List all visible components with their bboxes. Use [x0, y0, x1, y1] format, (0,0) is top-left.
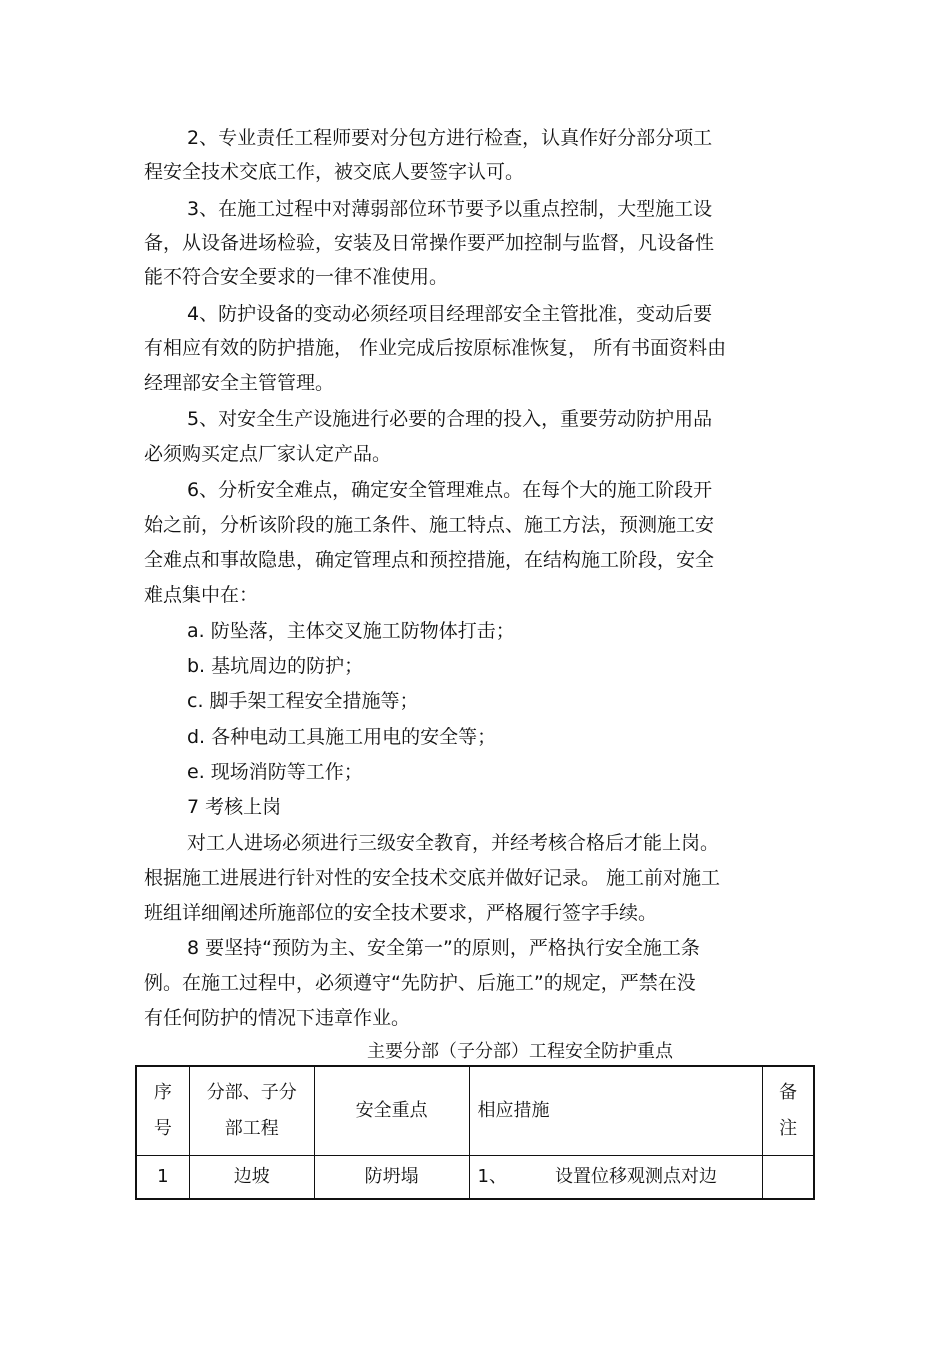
section-heading: 7 考核上岗: [187, 796, 282, 818]
table-caption: 主要分部（子分部）工程安全防护重点: [367, 1041, 673, 1062]
list-item: b. 基坑周边的防护；: [187, 655, 364, 677]
paragraph-line: 根据施工进展进行针对性的安全技术交底并做好记录。 施工前对施工: [144, 867, 721, 889]
paragraph-line: 全难点和事故隐患，确定管理点和预控措施，在结构施工阶段，安全: [144, 549, 715, 571]
list-item: e. 现场消防等工作；: [187, 761, 363, 783]
paragraph-line: 必须购买定点厂家认定产品。: [144, 443, 392, 465]
header-note: 备 注: [763, 1066, 814, 1156]
paragraph-line: 4、防护设备的变动必须经项目经理部安全主管批准，变动后要: [187, 303, 713, 325]
header-part: 分部、子分 部工程: [189, 1066, 314, 1156]
header-seq: 序 号: [136, 1066, 189, 1156]
paragraph-line: 有任何防护的情况下违章作业。: [144, 1007, 411, 1029]
paragraph-line: 始之前，分析该阶段的施工条件、施工特点、施工方法，预测施工安: [144, 514, 715, 536]
paragraph-line: 程安全技术交底工作，被交底人要签字认可。: [144, 161, 525, 183]
table-header-row: [136, 1066, 814, 1156]
cell-part: 边坡: [189, 1156, 314, 1200]
header-focus: 安全重点: [314, 1066, 469, 1156]
cell-focus: 防坍塌: [314, 1156, 469, 1200]
paragraph-line: 班组详细阐述所施部位的安全技术要求，严格履行签字手续。: [144, 902, 658, 924]
paragraph-line: 例。在施工过程中，必须遵守“先防护、后施工”的规定，严禁在没: [144, 972, 696, 994]
paragraph-line: 6、分析安全难点，确定安全管理难点。在每个大的施工阶段开: [187, 479, 713, 501]
cell-seq: 1: [136, 1156, 189, 1200]
paragraph-line: 备，从设备进场检验，安装及日常操作要严加控制与监督，凡设备性: [144, 232, 715, 254]
header-measure: 相应措施: [469, 1066, 763, 1156]
paragraph-line: 2、专业责任工程师要对分包方进行检查，认真作好分部分项工: [187, 127, 713, 149]
paragraph-line: 能不符合安全要求的一律不准使用。: [144, 266, 449, 288]
safety-table: [135, 1065, 815, 1200]
cell-note: [763, 1156, 814, 1200]
cell-measure: 1、 设置位移观测点对边: [469, 1156, 763, 1200]
paragraph-line: 对工人进场必须进行三级安全教育，并经考核合格后才能上岗。: [187, 832, 720, 854]
list-item: d. 各种电动工具施工用电的安全等；: [187, 726, 497, 748]
list-item: a. 防坠落，主体交叉施工防物体打击；: [187, 620, 515, 642]
paragraph-line: 有相应有效的防护措施， 作业完成后按原标准恢复， 所有书面资料由: [144, 337, 727, 359]
paragraph-line: 8 要坚持“预防为主、安全第一”的原则，严格执行安全施工条: [187, 937, 700, 959]
list-item: c. 脚手架工程安全措施等；: [187, 690, 419, 712]
table-row: [136, 1156, 814, 1200]
paragraph-line: 3、在施工过程中对薄弱部位环节要予以重点控制，大型施工设: [187, 198, 713, 220]
paragraph-line: 5、对安全生产设施进行必要的合理的投入，重要劳动防护用品: [187, 408, 713, 430]
paragraph-line: 经理部安全主管管理。: [144, 372, 335, 394]
paragraph-line: 难点集中在：: [144, 584, 259, 606]
